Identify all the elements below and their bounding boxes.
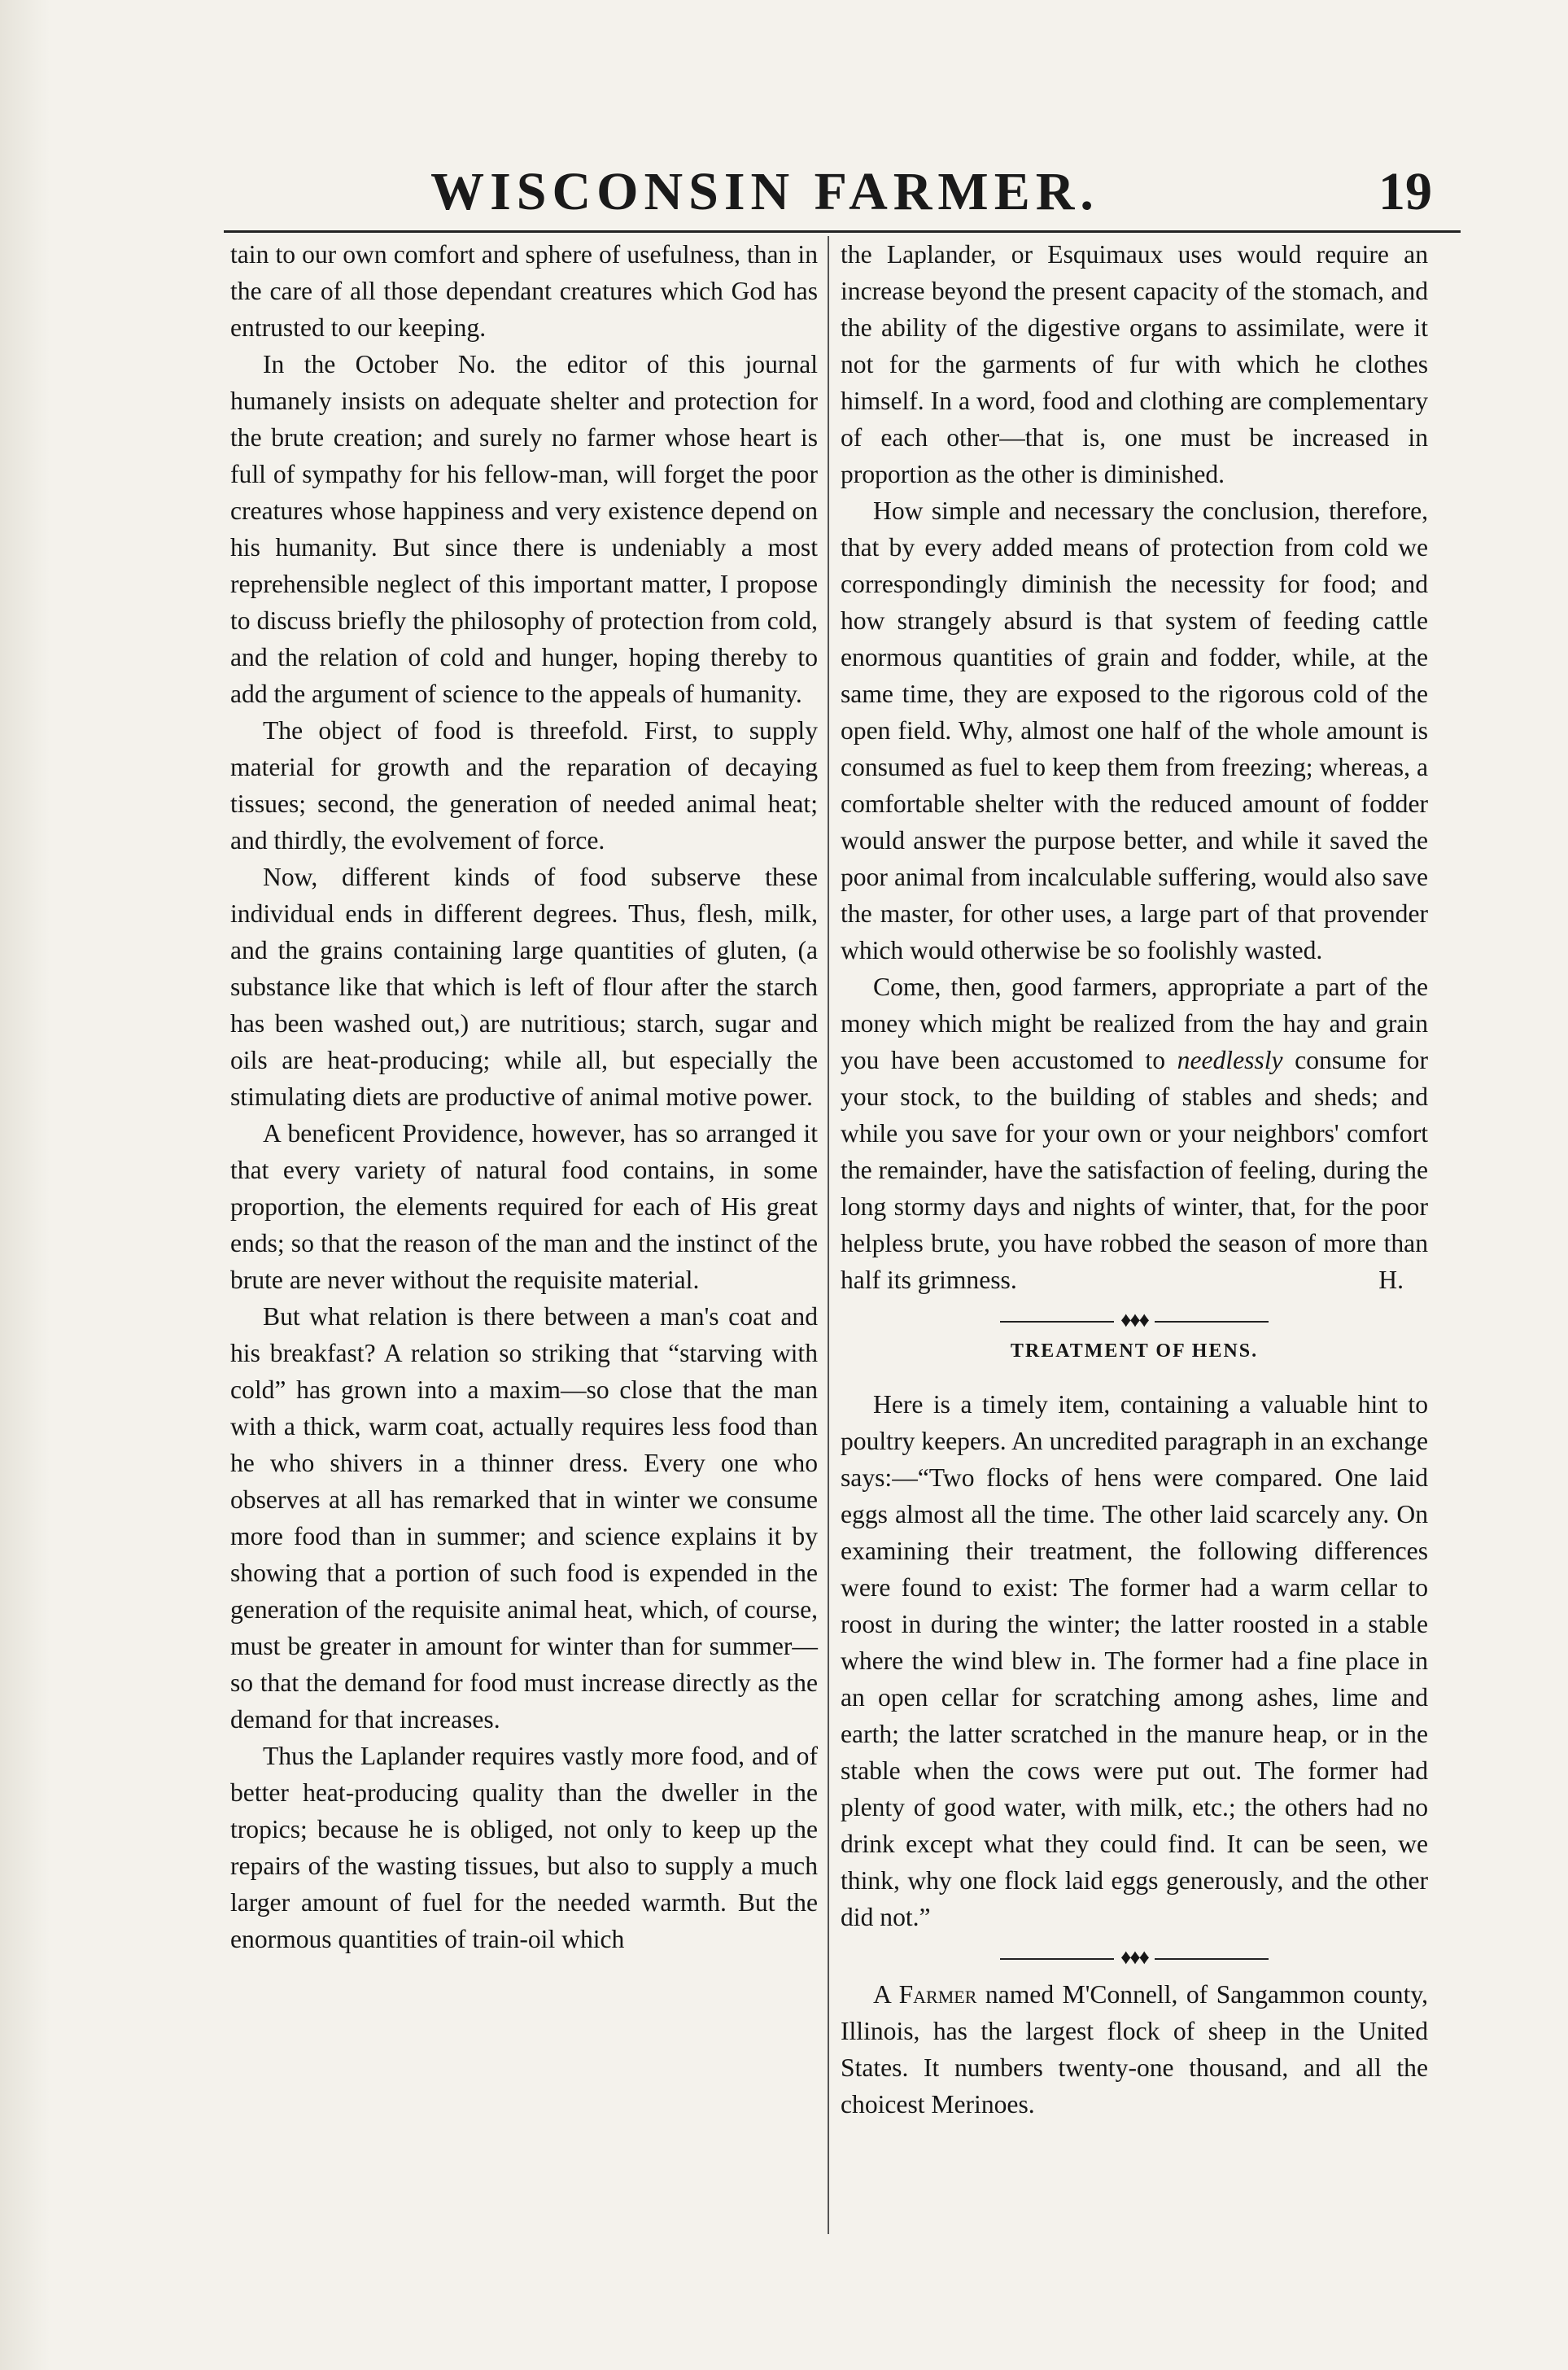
header-rule [224, 230, 1461, 233]
emphasis-word: needlessly [1177, 1046, 1283, 1074]
article-paragraph: But what relation is there between a man's coat and his breakfast? A relation so striking that “starving with cold” has grown into a maxim—so close that the man with a thick, warm coat, actually requires less food than he who shivers in a thinner dress. Every one who observes at all has remarked that in winter we consume more food than in summer; and science explains it by showing that a portion of such food is expended in the generation of the requisite animal heat, which, of course, must be greater in amount for winter than for summer—so that the demand for food must increase directly as the demand for that increases. [230, 1302, 818, 1734]
news-lead: A Farmer [873, 1980, 977, 2009]
facing-page-edge [0, 0, 50, 2370]
article-paragraph: Here is a timely item, containing a valuable hint to poultry keepers. An uncredited paragraph in an exchange says:—“Two flocks of hens were compared. One laid eggs almost all the time. The other laid scarcely any. On examining their treatment, the following differences were found to exist: The former had a warm cellar to roost in during the winter; the latter roosted in a stable where the wind blew in. The former had a fine place in an open cellar for scratching among ashes, lime and earth; the latter scratched in the manure heap, or in the stable when the cows were put out. The former had plenty of good water, with milk, etc.; the others had no drink except what they could find. It can be seen, we think, why one flock laid eggs generously, and the other did not.” [841, 1390, 1428, 1931]
right-column [841, 236, 1428, 2123]
article-paragraph: In the October No. the editor of this journal humanely insists on adequate shelter and protection for the brute creation; and surely no farmer whose heart is full of sympathy for his fellow-man, will forget the poor creatures whose happiness and very existence depend on his humanity. But since there is undeniably a most reprehensible neglect of this important matter, I propose to discuss briefly the philosophy of protection from cold, and the relation of cold and hunger, hoping thereby to add the argument of science to the appeals of humanity. [230, 350, 818, 708]
article-paragraph: Now, different kinds of food subserve these individual ends in different degrees. Thus, flesh, milk, and the grains containing large quantities of gluten, (a substance like that which is left of flour after the starch has been washed out,) are nutritious; starch, sugar and oils are heat-producing; while all, but especially the stimulating diets are productive of animal motive power. [230, 863, 818, 1111]
article-paragraph: The object of food is threefold. First, to supply material for growth and the reparation of decaying tissues; second, the generation of needed animal heat; and thirdly, the evolvement of force. [230, 716, 818, 855]
journal-title: WISCONSIN FARMER. [430, 162, 1099, 221]
article-paragraph: How simple and necessary the conclusion, therefore, that by every added means of protection from cold we correspondingly diminish the necessity for food; and how strangely absurd is that system of feeding cattle enormous quantities of grain and fodder, while, at the same time, they are exposed to the rigorous cold of the open field. Why, almost one half of the whole amount is consumed as fuel to keep them from freezing; whereas, a comfortable shelter with the reduced amount of fodder would answer the purpose better, and while it saved the poor animal from incalculable suffering, would also save the master, for other uses, a large part of that provender which would otherwise be so foolishly wasted. [841, 496, 1428, 964]
section-heading: TREATMENT OF HENS. [1010, 1340, 1259, 1362]
article-closing-paragraph [841, 969, 1428, 1298]
news-item [841, 1976, 1428, 2123]
column-divider [828, 236, 829, 2234]
left-column [230, 236, 818, 1957]
closing-text: consume for your stock, to the building of stables and sheds; and while you save for your own or your neighbors' comfort the remainder, have the satisfaction of feeling, during the long stormy days and nights of winter, that, for the poor helpless brute, you have robbed the season of more than half its grimness. [841, 1046, 1428, 1294]
article-paragraph: Thus the Laplander requires vastly more food, and of better heat-producing quality than the dweller in the tropics; because he is obliged, not only to keep up the repairs of the wasting tissues, but also to supply a much larger amount of fuel for the needed warmth. But the enormous quantities of train-oil which [230, 1742, 818, 1953]
article-paragraph: the Laplander, or Esquimaux uses would require an increase beyond the present capacity of the stomach, and the ability of the digestive organs to assimilate, were it not for the garments of fur with which he clothes himself. In a word, food and clothing are complementary of each other—that is, one must be increased in proportion as the other is diminished. [841, 240, 1428, 488]
article-paragraph: tain to our own comfort and sphere of usefulness, than in the care of all those dependant creatures which God has entrusted to our keeping. [230, 240, 818, 342]
section-divider: ♦♦♦ [841, 1947, 1428, 1968]
masthead [228, 161, 1432, 234]
author-signature: H. [1378, 1266, 1404, 1294]
page-number: 19 [1378, 162, 1432, 221]
news-text: named M'Connell, of Sangammon county, Illinois, has the largest flock of sheep in the United States. It numbers twenty-one thousand, and all the choicest Merinoes. [841, 1980, 1428, 2119]
article-paragraph: A beneficent Providence, however, has so arranged it that every variety of natural food contains, in some proportion, the elements required for each of His great ends; so that the reason of the man and the instinct of the brute are never without the requisite material. [230, 1119, 818, 1294]
closing-text: Come, then, good farmers, appropriate a part of the money which might be realized from the hay and grain you have been accustomed to [841, 973, 1428, 1074]
section-divider: ♦♦♦ [841, 1310, 1428, 1331]
